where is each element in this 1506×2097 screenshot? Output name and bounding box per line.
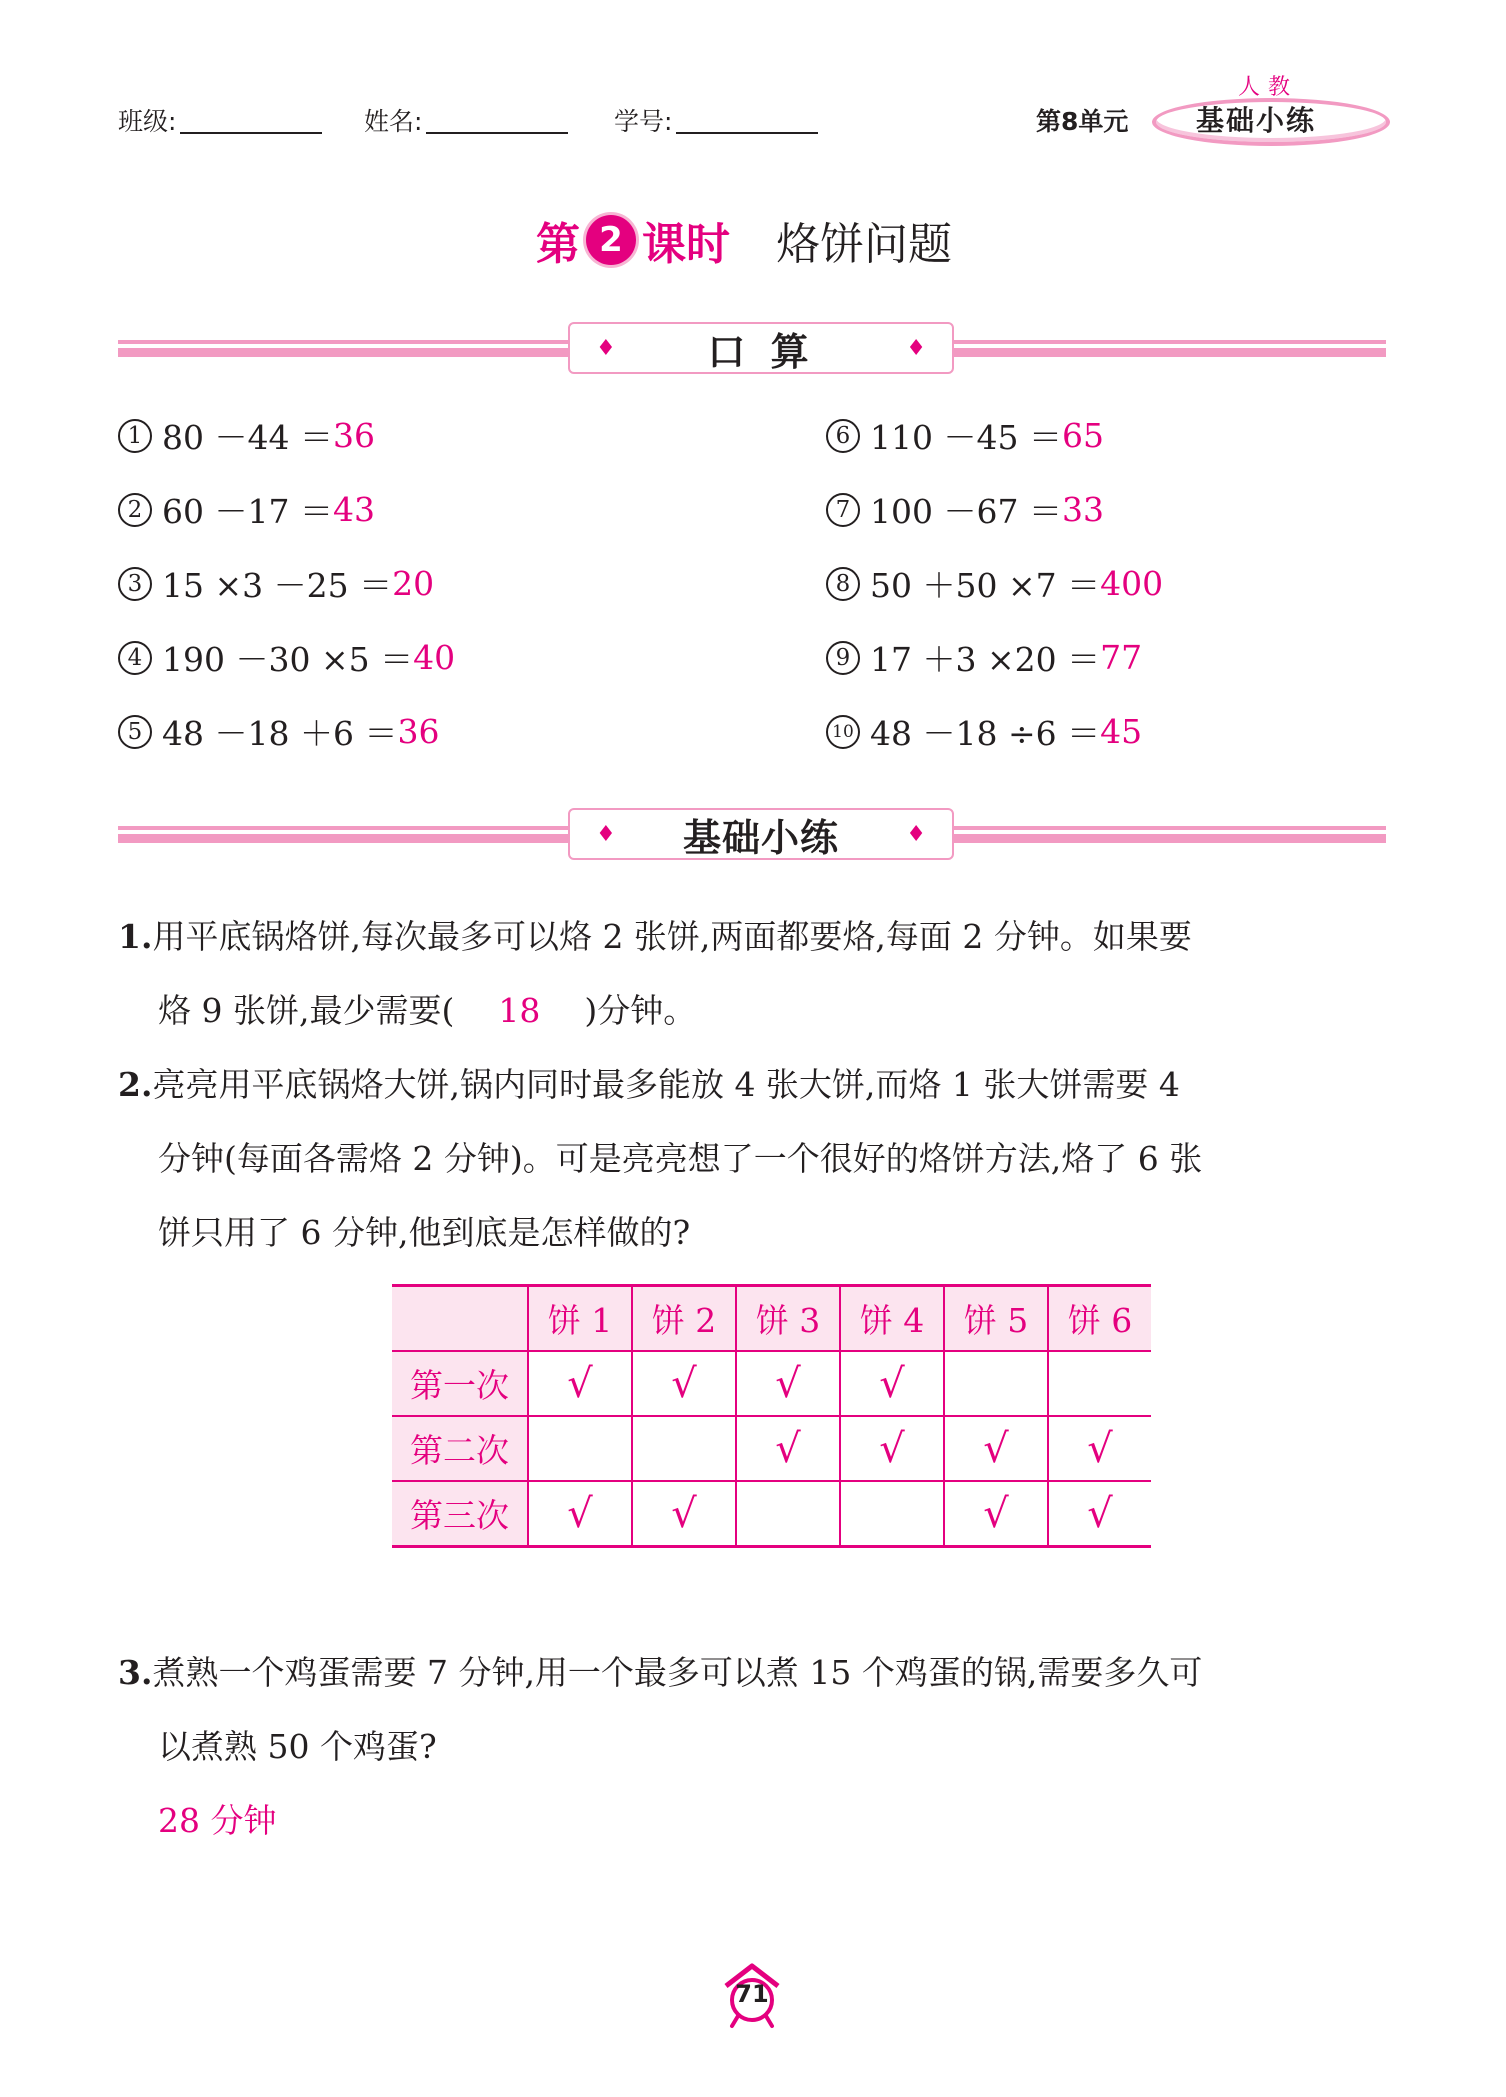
calc-answer: 36 — [397, 712, 440, 751]
table-cell[interactable]: √ — [840, 1351, 944, 1416]
problem-1-line-1: 1.用平底锅烙饼,每次最多可以烙 2 张饼,两面都要烙,每面 2 分钟。如果要 — [118, 917, 1192, 956]
calc-index: 6 — [826, 419, 860, 453]
table-column-header: 饼 5 — [944, 1286, 1048, 1352]
calc-index: 8 — [826, 567, 860, 601]
name-field — [364, 102, 568, 138]
table-column-header: 饼 4 — [840, 1286, 944, 1352]
page-number: 71 — [735, 1980, 769, 2008]
problem-3-line-1: 3.煮熟一个鸡蛋需要 7 分钟,用一个最多可以煮 15 个鸡蛋的锅,需要多久可 — [118, 1653, 1203, 1692]
problem-2-line-2: 分钟(每面各需烙 2 分钟)。可是亮亮想了一个很好的烙饼方法,烙了 6 张 — [158, 1139, 1203, 1178]
problem-1-text-post: )分钟。 — [584, 991, 697, 1030]
table-cell[interactable] — [632, 1416, 736, 1481]
diamond-icon: ♦ — [596, 821, 616, 847]
calc-answer: 20 — [392, 564, 435, 603]
calc-index: 5 — [118, 715, 152, 749]
calc-item — [118, 486, 375, 533]
table-cell[interactable]: √ — [632, 1481, 736, 1547]
problem-2 — [118, 1048, 1388, 1270]
problem-number: 1 — [118, 917, 141, 956]
table-corner-cell — [392, 1286, 528, 1352]
calc-expression: 110 －45 ＝ — [870, 418, 1062, 457]
lesson-title — [536, 210, 952, 270]
table-cell[interactable]: √ — [528, 1351, 632, 1416]
calc-expression: 60 －17 ＝ — [162, 492, 333, 531]
table-cell[interactable] — [944, 1351, 1048, 1416]
calc-item — [826, 634, 1142, 681]
name-blank[interactable] — [426, 132, 568, 134]
calc-index: 9 — [826, 641, 860, 675]
table-row — [392, 1351, 1151, 1416]
class-blank[interactable] — [180, 132, 322, 134]
problem-2-text: 亮亮用平底锅烙大饼,锅内同时最多能放 4 张大饼,而烙 1 张大饼需要 4 — [152, 1065, 1180, 1104]
publisher-label: 人教 — [1238, 75, 1299, 100]
table-cell[interactable]: √ — [1048, 1481, 1151, 1547]
calc-answer: 36 — [332, 416, 375, 455]
problem-3-line-2: 以煮熟 50 个鸡蛋? — [158, 1727, 437, 1766]
table-cell[interactable]: √ — [528, 1481, 632, 1547]
calc-item — [826, 412, 1104, 459]
table-cell[interactable] — [528, 1416, 632, 1481]
calc-expression: 80 －44 ＝ — [162, 418, 333, 457]
calc-index: 2 — [118, 493, 152, 527]
problem-number: 3 — [118, 1653, 141, 1692]
oral-section-title: 口 算 — [707, 329, 815, 374]
calc-expression: 50 ＋50 ×7 ＝ — [870, 566, 1101, 605]
problem-1-answer[interactable]: 18 — [498, 991, 541, 1030]
oral-section-header — [568, 322, 954, 374]
table-cell[interactable]: √ — [944, 1416, 1048, 1481]
lesson-prefix: 第 — [536, 219, 580, 270]
calc-item — [826, 708, 1142, 755]
diamond-icon: ♦ — [906, 821, 926, 847]
table-row — [392, 1481, 1151, 1547]
calc-expression: 100 －67 ＝ — [870, 492, 1062, 531]
table-cell[interactable]: √ — [1048, 1416, 1151, 1481]
calc-answer: 33 — [1061, 490, 1104, 529]
id-label: 学号: — [614, 107, 673, 136]
unit-label: 第8单元 — [1036, 107, 1129, 136]
lesson-topic: 烙饼问题 — [776, 219, 952, 270]
id-field — [614, 102, 818, 138]
problem-3-text: 煮熟一个鸡蛋需要 7 分钟,用一个最多可以煮 15 个鸡蛋的锅,需要多久可 — [152, 1653, 1203, 1692]
id-blank[interactable] — [676, 132, 818, 134]
calc-item — [118, 708, 439, 755]
diamond-icon: ♦ — [596, 335, 616, 361]
problem-3-answer[interactable]: 28 分钟 — [158, 1801, 277, 1840]
calc-index: 10 — [826, 715, 860, 749]
table-column-header: 饼 1 — [528, 1286, 632, 1352]
calc-item — [826, 560, 1163, 607]
calc-expression: 190 －30 ×5 ＝ — [162, 640, 414, 679]
name-label: 姓名: — [364, 107, 423, 136]
lesson-number-badge: 2 — [586, 215, 636, 265]
table-row-header: 第三次 — [392, 1481, 528, 1547]
calc-item — [118, 560, 434, 607]
problem-2-line-1: 2.亮亮用平底锅烙大饼,锅内同时最多能放 4 张大饼,而烙 1 张大饼需要 4 — [118, 1065, 1180, 1104]
calc-item — [118, 634, 455, 681]
calc-answer: 43 — [332, 490, 375, 529]
pancake-table — [392, 1284, 1151, 1548]
table-cell[interactable]: √ — [632, 1351, 736, 1416]
table-cell[interactable] — [840, 1481, 944, 1547]
table-cell[interactable]: √ — [944, 1481, 1048, 1547]
calc-expression: 48 －18 ÷6 ＝ — [870, 714, 1101, 753]
table-row — [392, 1416, 1151, 1481]
calc-answer: 45 — [1100, 712, 1143, 751]
table-cell[interactable] — [736, 1481, 840, 1547]
calc-expression: 15 ×3 －25 ＝ — [162, 566, 393, 605]
table-cell[interactable]: √ — [736, 1351, 840, 1416]
table-row-header: 第二次 — [392, 1416, 528, 1481]
problem-number: 2 — [118, 1065, 141, 1104]
calc-item — [826, 486, 1104, 533]
calc-index: 4 — [118, 641, 152, 675]
practice-section-title: 基础小练 — [682, 815, 839, 860]
calc-answer: 400 — [1100, 564, 1164, 603]
lesson-suffix: 课时 — [642, 219, 730, 270]
table-row-header: 第一次 — [392, 1351, 528, 1416]
problem-1-line-2 — [118, 974, 1388, 1048]
table-column-header: 饼 3 — [736, 1286, 840, 1352]
table-cell[interactable]: √ — [840, 1416, 944, 1481]
class-field — [118, 102, 322, 138]
practice-section-header — [568, 808, 954, 860]
class-label: 班级: — [118, 107, 177, 136]
calc-expression: 48 －18 ＋6 ＝ — [162, 714, 398, 753]
table-header-row — [392, 1286, 1151, 1352]
table-cell[interactable] — [1048, 1351, 1151, 1416]
calc-index: 7 — [826, 493, 860, 527]
calc-answer: 40 — [413, 638, 456, 677]
problem-3 — [118, 1636, 1388, 1858]
calc-answer: 65 — [1061, 416, 1104, 455]
calc-answer: 77 — [1100, 638, 1143, 677]
table-column-header: 饼 6 — [1048, 1286, 1151, 1352]
problem-1-text-pre: 烙 9 张饼,最少需要( — [158, 991, 455, 1030]
table-column-header: 饼 2 — [632, 1286, 736, 1352]
problem-2-line-3: 饼只用了 6 分钟,他到底是怎样做的? — [158, 1213, 691, 1252]
table-cell[interactable]: √ — [736, 1416, 840, 1481]
brand-name: 基础小练 — [1196, 104, 1317, 137]
problem-1-text: 用平底锅烙饼,每次最多可以烙 2 张饼,两面都要烙,每面 2 分钟。如果要 — [152, 917, 1192, 956]
calc-index: 3 — [118, 567, 152, 601]
calc-item — [118, 412, 375, 459]
calc-expression: 17 ＋3 ×20 ＝ — [870, 640, 1101, 679]
calc-index: 1 — [118, 419, 152, 453]
problem-1 — [118, 900, 1388, 1048]
diamond-icon: ♦ — [906, 335, 926, 361]
